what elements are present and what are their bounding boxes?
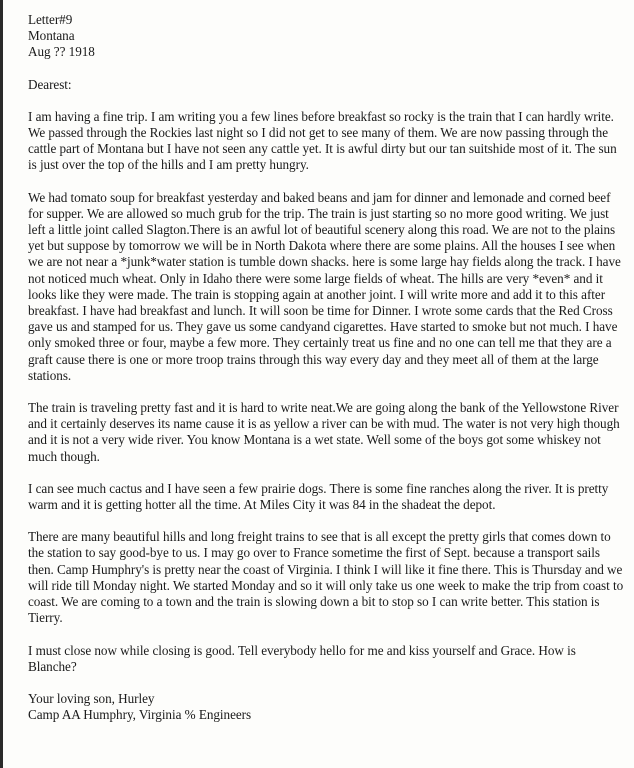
paragraph-2: We had tomato soup for breakfast yesterday and baked beans and jam for dinner and lemonade and corned beef for supper. We are allowed so much grub for the trip. The train is just starting so no more good writing. We just left a little joint called Slagton.There is an awful lot of beautiful scenery along this road. We are not to the plains yet but suppose by tomorrow we will be in North Dakota where there are some plains. All the houses I see when we are not near a *junk*water station is tumble down shacks. here is some large hay fields along the track. I have not noticed much wheat. Only in Idaho there were some large fields of wheat. The hills are very *even* and it looks like they were made. The train is stopping again at another joint. I will write more and add it to this after breakfast. I have had breakfast and lunch. It will soon be time for Dinner. I wrote some cards that the Red Cross gave us and stamped for us. They gave us some candyand cigarettes. Have started to smoke but not much. I have only smoked three or four, maybe a few more. They certainly treat us fine and no one can tell me that they are a graft cause there is one or more troop trains through this way every day and they meet all of them at the large stations. (28, 189, 621, 383)
letter-place: Montana (28, 28, 75, 44)
letter-number: Letter#9 (28, 12, 73, 27)
paragraph-5: There are many beautiful hills and long freight trains to see that is all except the pretty girls that comes down to the station to say good-bye to us. I may go over to France sometime the first of Sept. because a transport sails then. Camp Humphry's is pretty near the coast of Virginia. I think I will like it fine there. This is Thursday and we will ride till Monday night. We started Monday and so it will only take us one week to make the trip from coast to coast. We are coming to a town and the train is slowing down a bit to stop so I can write better. This station is Tierry. (28, 529, 624, 626)
paragraph-4: I can see much cactus and I have seen a few prairie dogs. There is some fine ranches along the river. It is pretty warm and it is getting hotter all the time. At Miles City it was 84 in the shadeat the depot. (28, 480, 609, 513)
signoff (28, 691, 624, 723)
paragraph-6: I must close now while closing is good. Tell everybody hello for me and kiss yourself and Grace. How is Blanche? (28, 642, 576, 674)
sender-address: Camp AA Humphry, Virginia % Engineers (28, 707, 252, 723)
letter-body (28, 12, 624, 723)
paragraph-1: I am having a fine trip. I am writing you a few lines before breakfast so rocky is the train that I can hardly write. We passed through the Rockies last night so I did not get to see many of them. We are now passing through the cattle part of Montana but I have not seen any cattle yet. It is awful dirty but our tan suitshide most of it. The sun is just over the top of the hills and I am pretty hungry. (28, 108, 617, 173)
scan-edge-line (0, 0, 3, 768)
letter-greeting: Dearest: (28, 76, 72, 92)
closing-line: Your loving son, Hurley (28, 690, 155, 706)
paragraph-3: The train is traveling pretty fast and it is hard to write neat.We are going along the bank of the Yellowstone River and it certainly deserves its name cause it is as yellow a river can be with mud. The water is not very high though and it is not a very wide river. You know Montana is a wet state. Well some of the boys got some whiskey not much though. (28, 400, 620, 464)
letter-date: Aug ?? 1918 (28, 44, 95, 60)
